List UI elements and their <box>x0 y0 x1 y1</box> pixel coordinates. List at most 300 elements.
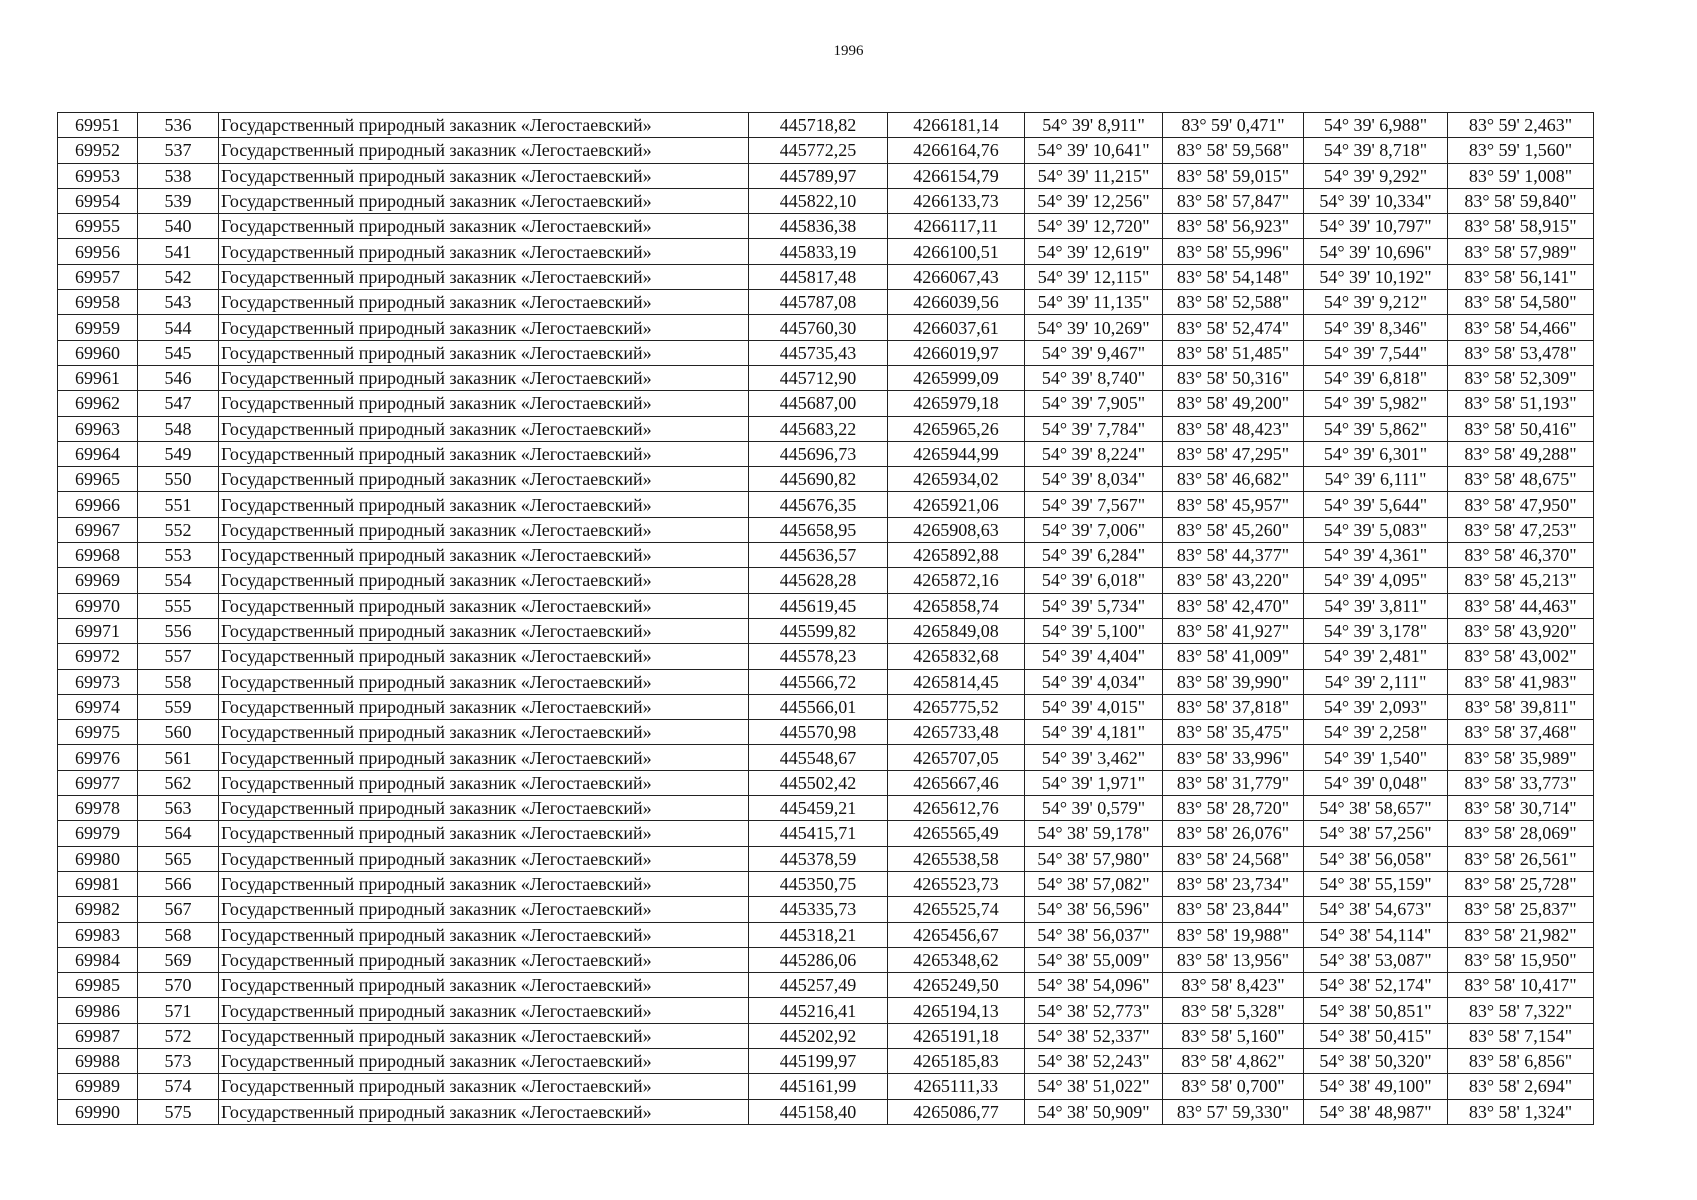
row-id-cell: 69957 <box>58 264 138 289</box>
latitude-1-cell: 54° 39' 8,740" <box>1025 365 1163 390</box>
table-row <box>58 365 1594 390</box>
table-row <box>58 467 1594 492</box>
name-cell: Государственный природный заказник «Легостаевский» <box>219 821 749 846</box>
longitude-1-cell: 83° 58' 0,700" <box>1163 1074 1304 1099</box>
longitude-2-cell: 83° 58' 7,154" <box>1448 1023 1594 1048</box>
longitude-1-cell: 83° 58' 49,200" <box>1163 391 1304 416</box>
table-row <box>58 669 1594 694</box>
longitude-1-cell: 83° 58' 41,927" <box>1163 618 1304 643</box>
latitude-1-cell: 54° 38' 54,096" <box>1025 973 1163 998</box>
x-coordinate-cell: 445619,45 <box>749 593 888 618</box>
table-row <box>58 188 1594 213</box>
point-number-cell: 565 <box>138 846 219 871</box>
point-number-cell: 549 <box>138 441 219 466</box>
longitude-1-cell: 83° 58' 55,996" <box>1163 239 1304 264</box>
y-coordinate-cell: 4266100,51 <box>888 239 1025 264</box>
y-coordinate-cell: 4265921,06 <box>888 492 1025 517</box>
latitude-1-cell: 54° 38' 52,773" <box>1025 998 1163 1023</box>
latitude-1-cell: 54° 39' 4,034" <box>1025 669 1163 694</box>
row-id-cell: 69951 <box>58 113 138 138</box>
latitude-2-cell: 54° 39' 6,301" <box>1304 441 1448 466</box>
point-number-cell: 573 <box>138 1048 219 1073</box>
latitude-1-cell: 54° 39' 4,181" <box>1025 720 1163 745</box>
row-id-cell: 69964 <box>58 441 138 466</box>
x-coordinate-cell: 445158,40 <box>749 1099 888 1124</box>
y-coordinate-cell: 4265999,09 <box>888 365 1025 390</box>
longitude-2-cell: 83° 58' 7,322" <box>1448 998 1594 1023</box>
longitude-2-cell: 83° 58' 43,002" <box>1448 644 1594 669</box>
row-id-cell: 69967 <box>58 517 138 542</box>
page-number: 1996 <box>833 43 864 59</box>
longitude-1-cell: 83° 58' 43,220" <box>1163 568 1304 593</box>
latitude-1-cell: 54° 39' 12,619" <box>1025 239 1163 264</box>
longitude-1-cell: 83° 58' 4,862" <box>1163 1048 1304 1073</box>
table-row <box>58 973 1594 998</box>
table-row <box>58 897 1594 922</box>
y-coordinate-cell: 4265849,08 <box>888 618 1025 643</box>
x-coordinate-cell: 445216,41 <box>749 998 888 1023</box>
x-coordinate-cell: 445415,71 <box>749 821 888 846</box>
name-cell: Государственный природный заказник «Легостаевский» <box>219 669 749 694</box>
longitude-2-cell: 83° 58' 47,253" <box>1448 517 1594 542</box>
table-row <box>58 290 1594 315</box>
longitude-1-cell: 83° 58' 52,474" <box>1163 315 1304 340</box>
longitude-1-cell: 83° 57' 59,330" <box>1163 1099 1304 1124</box>
row-id-cell: 69977 <box>58 770 138 795</box>
y-coordinate-cell: 4265191,18 <box>888 1023 1025 1048</box>
table-row <box>58 821 1594 846</box>
latitude-2-cell: 54° 38' 58,657" <box>1304 796 1448 821</box>
row-id-cell: 69987 <box>58 1023 138 1048</box>
y-coordinate-cell: 4265565,49 <box>888 821 1025 846</box>
table-row <box>58 340 1594 365</box>
longitude-1-cell: 83° 58' 57,847" <box>1163 188 1304 213</box>
x-coordinate-cell: 445712,90 <box>749 365 888 390</box>
name-cell: Государственный природный заказник «Легостаевский» <box>219 871 749 896</box>
latitude-1-cell: 54° 39' 8,224" <box>1025 441 1163 466</box>
table-row <box>58 644 1594 669</box>
longitude-2-cell: 83° 58' 15,950" <box>1448 947 1594 972</box>
row-id-cell: 69958 <box>58 290 138 315</box>
row-id-cell: 69990 <box>58 1099 138 1124</box>
x-coordinate-cell: 445760,30 <box>749 315 888 340</box>
latitude-1-cell: 54° 38' 51,022" <box>1025 1074 1163 1099</box>
row-id-cell: 69972 <box>58 644 138 669</box>
latitude-1-cell: 54° 38' 56,037" <box>1025 922 1163 947</box>
latitude-1-cell: 54° 39' 1,971" <box>1025 770 1163 795</box>
latitude-2-cell: 54° 39' 5,644" <box>1304 492 1448 517</box>
latitude-1-cell: 54° 38' 57,082" <box>1025 871 1163 896</box>
longitude-2-cell: 83° 58' 56,141" <box>1448 264 1594 289</box>
y-coordinate-cell: 4265612,76 <box>888 796 1025 821</box>
x-coordinate-cell: 445599,82 <box>749 618 888 643</box>
row-id-cell: 69955 <box>58 214 138 239</box>
longitude-1-cell: 83° 58' 5,328" <box>1163 998 1304 1023</box>
longitude-2-cell: 83° 58' 45,213" <box>1448 568 1594 593</box>
latitude-2-cell: 54° 39' 7,544" <box>1304 340 1448 365</box>
table-row <box>58 1099 1594 1124</box>
name-cell: Государственный природный заказник «Легостаевский» <box>219 897 749 922</box>
longitude-1-cell: 83° 58' 33,996" <box>1163 745 1304 770</box>
y-coordinate-cell: 4265249,50 <box>888 973 1025 998</box>
name-cell: Государственный природный заказник «Легостаевский» <box>219 239 749 264</box>
x-coordinate-cell: 445836,38 <box>749 214 888 239</box>
x-coordinate-cell: 445566,72 <box>749 669 888 694</box>
table-row <box>58 745 1594 770</box>
table-row <box>58 441 1594 466</box>
x-coordinate-cell: 445690,82 <box>749 467 888 492</box>
longitude-1-cell: 83° 58' 42,470" <box>1163 593 1304 618</box>
y-coordinate-cell: 4266117,11 <box>888 214 1025 239</box>
y-coordinate-cell: 4265965,26 <box>888 416 1025 441</box>
x-coordinate-cell: 445789,97 <box>749 163 888 188</box>
row-id-cell: 69984 <box>58 947 138 972</box>
table-body <box>58 113 1594 1125</box>
point-number-cell: 542 <box>138 264 219 289</box>
name-cell: Государственный природный заказник «Легостаевский» <box>219 492 749 517</box>
table-row <box>58 618 1594 643</box>
latitude-1-cell: 54° 39' 7,784" <box>1025 416 1163 441</box>
x-coordinate-cell: 445735,43 <box>749 340 888 365</box>
point-number-cell: 562 <box>138 770 219 795</box>
name-cell: Государственный природный заказник «Легостаевский» <box>219 1074 749 1099</box>
row-id-cell: 69976 <box>58 745 138 770</box>
longitude-1-cell: 83° 58' 8,423" <box>1163 973 1304 998</box>
point-number-cell: 550 <box>138 467 219 492</box>
point-number-cell: 574 <box>138 1074 219 1099</box>
longitude-2-cell: 83° 58' 39,811" <box>1448 694 1594 719</box>
x-coordinate-cell: 445676,35 <box>749 492 888 517</box>
table-row <box>58 239 1594 264</box>
y-coordinate-cell: 4265872,16 <box>888 568 1025 593</box>
latitude-1-cell: 54° 39' 9,467" <box>1025 340 1163 365</box>
latitude-2-cell: 54° 39' 6,818" <box>1304 365 1448 390</box>
longitude-2-cell: 83° 58' 37,468" <box>1448 720 1594 745</box>
longitude-1-cell: 83° 58' 19,988" <box>1163 922 1304 947</box>
name-cell: Государственный природный заказник «Легостаевский» <box>219 441 749 466</box>
point-number-cell: 561 <box>138 745 219 770</box>
point-number-cell: 557 <box>138 644 219 669</box>
latitude-1-cell: 54° 39' 7,905" <box>1025 391 1163 416</box>
point-number-cell: 543 <box>138 290 219 315</box>
latitude-2-cell: 54° 39' 10,192" <box>1304 264 1448 289</box>
point-number-cell: 560 <box>138 720 219 745</box>
longitude-1-cell: 83° 58' 5,160" <box>1163 1023 1304 1048</box>
row-id-cell: 69973 <box>58 669 138 694</box>
point-number-cell: 538 <box>138 163 219 188</box>
name-cell: Государственный природный заказник «Легостаевский» <box>219 365 749 390</box>
longitude-1-cell: 83° 58' 28,720" <box>1163 796 1304 821</box>
x-coordinate-cell: 445833,19 <box>749 239 888 264</box>
x-coordinate-cell: 445628,28 <box>749 568 888 593</box>
row-id-cell: 69952 <box>58 138 138 163</box>
x-coordinate-cell: 445658,95 <box>749 517 888 542</box>
row-id-cell: 69975 <box>58 720 138 745</box>
table-row <box>58 694 1594 719</box>
table-row <box>58 391 1594 416</box>
latitude-2-cell: 54° 39' 10,334" <box>1304 188 1448 213</box>
latitude-2-cell: 54° 38' 53,087" <box>1304 947 1448 972</box>
longitude-2-cell: 83° 58' 35,989" <box>1448 745 1594 770</box>
coordinates-table <box>57 112 1594 1125</box>
longitude-2-cell: 83° 58' 41,983" <box>1448 669 1594 694</box>
y-coordinate-cell: 4265348,62 <box>888 947 1025 972</box>
latitude-2-cell: 54° 38' 54,673" <box>1304 897 1448 922</box>
latitude-1-cell: 54° 39' 8,911" <box>1025 113 1163 138</box>
name-cell: Государственный природный заказник «Легостаевский» <box>219 846 749 871</box>
longitude-1-cell: 83° 58' 48,423" <box>1163 416 1304 441</box>
y-coordinate-cell: 4266037,61 <box>888 315 1025 340</box>
row-id-cell: 69988 <box>58 1048 138 1073</box>
x-coordinate-cell: 445350,75 <box>749 871 888 896</box>
point-number-cell: 567 <box>138 897 219 922</box>
point-number-cell: 545 <box>138 340 219 365</box>
longitude-1-cell: 83° 58' 46,682" <box>1163 467 1304 492</box>
row-id-cell: 69962 <box>58 391 138 416</box>
table-row <box>58 947 1594 972</box>
latitude-1-cell: 54° 38' 56,596" <box>1025 897 1163 922</box>
table-row <box>58 871 1594 896</box>
point-number-cell: 537 <box>138 138 219 163</box>
point-number-cell: 536 <box>138 113 219 138</box>
y-coordinate-cell: 4265194,13 <box>888 998 1025 1023</box>
latitude-1-cell: 54° 39' 6,018" <box>1025 568 1163 593</box>
table-row <box>58 720 1594 745</box>
name-cell: Государственный природный заказник «Легостаевский» <box>219 922 749 947</box>
point-number-cell: 544 <box>138 315 219 340</box>
name-cell: Государственный природный заказник «Легостаевский» <box>219 770 749 795</box>
table-row <box>58 1074 1594 1099</box>
y-coordinate-cell: 4266067,43 <box>888 264 1025 289</box>
table-row <box>58 138 1594 163</box>
latitude-2-cell: 54° 39' 4,095" <box>1304 568 1448 593</box>
latitude-2-cell: 54° 38' 50,851" <box>1304 998 1448 1023</box>
row-id-cell: 69969 <box>58 568 138 593</box>
name-cell: Государственный природный заказник «Легостаевский» <box>219 290 749 315</box>
y-coordinate-cell: 4265892,88 <box>888 543 1025 568</box>
row-id-cell: 69980 <box>58 846 138 871</box>
x-coordinate-cell: 445566,01 <box>749 694 888 719</box>
longitude-2-cell: 83° 58' 33,773" <box>1448 770 1594 795</box>
row-id-cell: 69959 <box>58 315 138 340</box>
latitude-2-cell: 54° 39' 1,540" <box>1304 745 1448 770</box>
longitude-2-cell: 83° 58' 46,370" <box>1448 543 1594 568</box>
row-id-cell: 69986 <box>58 998 138 1023</box>
y-coordinate-cell: 4265456,67 <box>888 922 1025 947</box>
longitude-2-cell: 83° 59' 1,008" <box>1448 163 1594 188</box>
latitude-1-cell: 54° 39' 4,015" <box>1025 694 1163 719</box>
point-number-cell: 569 <box>138 947 219 972</box>
point-number-cell: 556 <box>138 618 219 643</box>
latitude-1-cell: 54° 39' 6,284" <box>1025 543 1163 568</box>
latitude-1-cell: 54° 39' 10,641" <box>1025 138 1163 163</box>
latitude-2-cell: 54° 39' 3,811" <box>1304 593 1448 618</box>
point-number-cell: 555 <box>138 593 219 618</box>
point-number-cell: 546 <box>138 365 219 390</box>
name-cell: Государственный природный заказник «Легостаевский» <box>219 391 749 416</box>
latitude-2-cell: 54° 39' 2,093" <box>1304 694 1448 719</box>
longitude-1-cell: 83° 58' 59,015" <box>1163 163 1304 188</box>
latitude-2-cell: 54° 39' 10,797" <box>1304 214 1448 239</box>
point-number-cell: 570 <box>138 973 219 998</box>
table-row <box>58 593 1594 618</box>
y-coordinate-cell: 4265814,45 <box>888 669 1025 694</box>
latitude-1-cell: 54° 39' 12,720" <box>1025 214 1163 239</box>
latitude-1-cell: 54° 39' 7,006" <box>1025 517 1163 542</box>
table-row <box>58 568 1594 593</box>
longitude-2-cell: 83° 58' 26,561" <box>1448 846 1594 871</box>
x-coordinate-cell: 445772,25 <box>749 138 888 163</box>
row-id-cell: 69981 <box>58 871 138 896</box>
latitude-2-cell: 54° 39' 2,258" <box>1304 720 1448 745</box>
y-coordinate-cell: 4265523,73 <box>888 871 1025 896</box>
x-coordinate-cell: 445202,92 <box>749 1023 888 1048</box>
table-row <box>58 264 1594 289</box>
longitude-2-cell: 83° 58' 28,069" <box>1448 821 1594 846</box>
latitude-1-cell: 54° 38' 52,337" <box>1025 1023 1163 1048</box>
latitude-2-cell: 54° 39' 4,361" <box>1304 543 1448 568</box>
longitude-1-cell: 83° 58' 45,260" <box>1163 517 1304 542</box>
name-cell: Государственный природный заказник «Легостаевский» <box>219 467 749 492</box>
x-coordinate-cell: 445161,99 <box>749 1074 888 1099</box>
table-row <box>58 1023 1594 1048</box>
x-coordinate-cell: 445286,06 <box>749 947 888 972</box>
longitude-2-cell: 83° 58' 6,856" <box>1448 1048 1594 1073</box>
longitude-2-cell: 83° 58' 10,417" <box>1448 973 1594 998</box>
latitude-2-cell: 54° 38' 56,058" <box>1304 846 1448 871</box>
longitude-2-cell: 83° 58' 1,324" <box>1448 1099 1594 1124</box>
longitude-2-cell: 83° 58' 25,837" <box>1448 897 1594 922</box>
name-cell: Государственный природный заказник «Легостаевский» <box>219 264 749 289</box>
x-coordinate-cell: 445199,97 <box>749 1048 888 1073</box>
row-id-cell: 69978 <box>58 796 138 821</box>
longitude-1-cell: 83° 58' 24,568" <box>1163 846 1304 871</box>
longitude-1-cell: 83° 58' 56,923" <box>1163 214 1304 239</box>
row-id-cell: 69965 <box>58 467 138 492</box>
y-coordinate-cell: 4265525,74 <box>888 897 1025 922</box>
table-row <box>58 922 1594 947</box>
longitude-1-cell: 83° 58' 47,295" <box>1163 441 1304 466</box>
longitude-1-cell: 83° 59' 0,471" <box>1163 113 1304 138</box>
longitude-2-cell: 83° 58' 53,478" <box>1448 340 1594 365</box>
latitude-2-cell: 54° 39' 9,212" <box>1304 290 1448 315</box>
latitude-2-cell: 54° 38' 50,415" <box>1304 1023 1448 1048</box>
point-number-cell: 558 <box>138 669 219 694</box>
latitude-2-cell: 54° 39' 8,718" <box>1304 138 1448 163</box>
table-row <box>58 796 1594 821</box>
table-row <box>58 543 1594 568</box>
y-coordinate-cell: 4265733,48 <box>888 720 1025 745</box>
longitude-1-cell: 83° 58' 59,568" <box>1163 138 1304 163</box>
y-coordinate-cell: 4265185,83 <box>888 1048 1025 1073</box>
longitude-2-cell: 83° 58' 54,466" <box>1448 315 1594 340</box>
point-number-cell: 541 <box>138 239 219 264</box>
latitude-2-cell: 54° 38' 55,159" <box>1304 871 1448 896</box>
longitude-2-cell: 83° 59' 1,560" <box>1448 138 1594 163</box>
y-coordinate-cell: 4265667,46 <box>888 770 1025 795</box>
name-cell: Государственный природный заказник «Легостаевский» <box>219 618 749 643</box>
y-coordinate-cell: 4265944,99 <box>888 441 1025 466</box>
x-coordinate-cell: 445318,21 <box>749 922 888 947</box>
latitude-1-cell: 54° 39' 11,215" <box>1025 163 1163 188</box>
table-row <box>58 998 1594 1023</box>
latitude-2-cell: 54° 38' 48,987" <box>1304 1099 1448 1124</box>
longitude-2-cell: 83° 58' 50,416" <box>1448 416 1594 441</box>
longitude-1-cell: 83° 58' 50,316" <box>1163 365 1304 390</box>
longitude-2-cell: 83° 58' 47,950" <box>1448 492 1594 517</box>
name-cell: Государственный природный заказник «Легостаевский» <box>219 1048 749 1073</box>
longitude-2-cell: 83° 58' 49,288" <box>1448 441 1594 466</box>
longitude-1-cell: 83° 58' 31,779" <box>1163 770 1304 795</box>
latitude-2-cell: 54° 39' 6,988" <box>1304 113 1448 138</box>
longitude-2-cell: 83° 58' 54,580" <box>1448 290 1594 315</box>
y-coordinate-cell: 4266164,76 <box>888 138 1025 163</box>
table-row <box>58 113 1594 138</box>
row-id-cell: 69960 <box>58 340 138 365</box>
table-row <box>58 517 1594 542</box>
y-coordinate-cell: 4266181,14 <box>888 113 1025 138</box>
longitude-1-cell: 83° 58' 52,588" <box>1163 290 1304 315</box>
row-id-cell: 69971 <box>58 618 138 643</box>
point-number-cell: 566 <box>138 871 219 896</box>
name-cell: Государственный природный заказник «Легостаевский» <box>219 315 749 340</box>
longitude-2-cell: 83° 58' 30,714" <box>1448 796 1594 821</box>
x-coordinate-cell: 445502,42 <box>749 770 888 795</box>
table-row <box>58 770 1594 795</box>
latitude-2-cell: 54° 39' 6,111" <box>1304 467 1448 492</box>
latitude-2-cell: 54° 39' 0,048" <box>1304 770 1448 795</box>
y-coordinate-cell: 4266133,73 <box>888 188 1025 213</box>
point-number-cell: 568 <box>138 922 219 947</box>
table-row <box>58 846 1594 871</box>
point-number-cell: 563 <box>138 796 219 821</box>
name-cell: Государственный природный заказник «Легостаевский» <box>219 947 749 972</box>
latitude-1-cell: 54° 39' 8,034" <box>1025 467 1163 492</box>
longitude-1-cell: 83° 58' 35,475" <box>1163 720 1304 745</box>
y-coordinate-cell: 4265538,58 <box>888 846 1025 871</box>
latitude-1-cell: 54° 38' 59,178" <box>1025 821 1163 846</box>
longitude-1-cell: 83° 58' 45,957" <box>1163 492 1304 517</box>
latitude-2-cell: 54° 38' 50,320" <box>1304 1048 1448 1073</box>
point-number-cell: 547 <box>138 391 219 416</box>
latitude-1-cell: 54° 39' 11,135" <box>1025 290 1163 315</box>
name-cell: Государственный природный заказник «Легостаевский» <box>219 214 749 239</box>
longitude-2-cell: 83° 58' 58,915" <box>1448 214 1594 239</box>
latitude-2-cell: 54° 39' 9,292" <box>1304 163 1448 188</box>
longitude-1-cell: 83° 58' 26,076" <box>1163 821 1304 846</box>
latitude-2-cell: 54° 39' 5,083" <box>1304 517 1448 542</box>
point-number-cell: 539 <box>138 188 219 213</box>
latitude-1-cell: 54° 38' 57,980" <box>1025 846 1163 871</box>
x-coordinate-cell: 445718,82 <box>749 113 888 138</box>
name-cell: Государственный природный заказник «Легостаевский» <box>219 568 749 593</box>
longitude-2-cell: 83° 58' 48,675" <box>1448 467 1594 492</box>
x-coordinate-cell: 445683,22 <box>749 416 888 441</box>
name-cell: Государственный природный заказник «Легостаевский» <box>219 973 749 998</box>
latitude-2-cell: 54° 38' 52,174" <box>1304 973 1448 998</box>
latitude-1-cell: 54° 39' 12,115" <box>1025 264 1163 289</box>
table-row <box>58 492 1594 517</box>
x-coordinate-cell: 445378,59 <box>749 846 888 871</box>
point-number-cell: 553 <box>138 543 219 568</box>
latitude-2-cell: 54° 39' 2,481" <box>1304 644 1448 669</box>
name-cell: Государственный природный заказник «Легостаевский» <box>219 998 749 1023</box>
longitude-2-cell: 83° 58' 59,840" <box>1448 188 1594 213</box>
name-cell: Государственный природный заказник «Легостаевский» <box>219 593 749 618</box>
x-coordinate-cell: 445636,57 <box>749 543 888 568</box>
row-id-cell: 69979 <box>58 821 138 846</box>
x-coordinate-cell: 445817,48 <box>749 264 888 289</box>
